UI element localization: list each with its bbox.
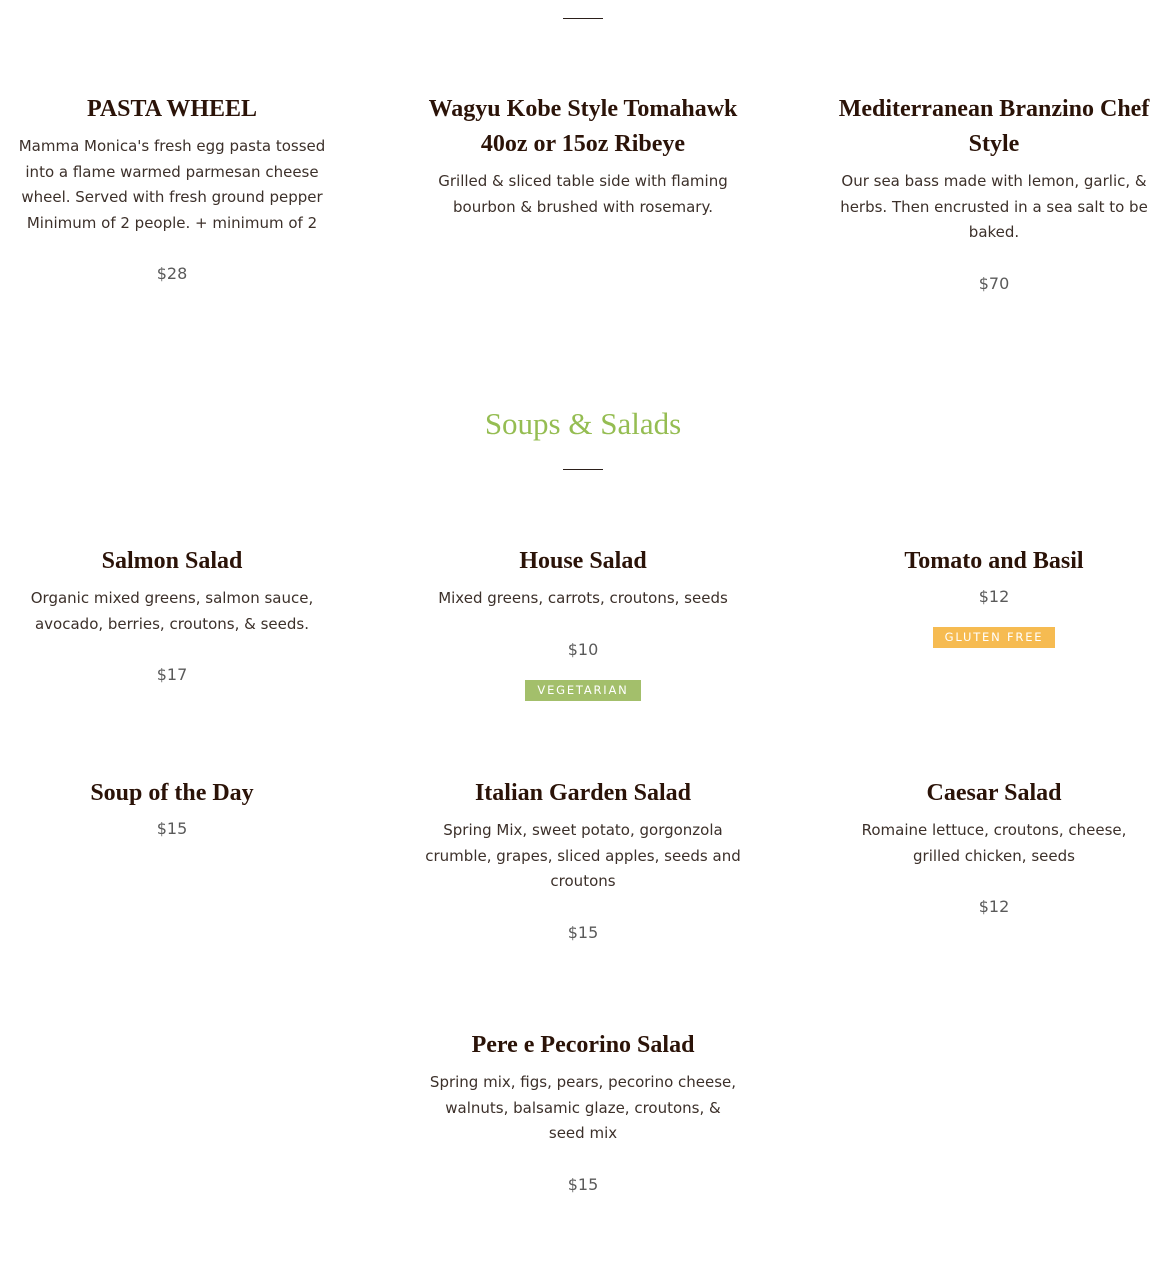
- item-title: House Salad: [519, 548, 647, 574]
- menu-item-pere-pecorino-salad: [425, 1028, 741, 1197]
- item-description: Organic mixed greens, salmon sauce, avocado, berries, croutons, & seeds.: [30, 589, 314, 633]
- item-title: Caesar Salad: [926, 780, 1062, 806]
- item-price: $15: [567, 922, 599, 942]
- item-price: $15: [567, 1174, 599, 1194]
- item-title: PASTA WHEEL: [86, 96, 258, 122]
- item-title: Mediterranean Branzino Chef Style: [838, 96, 1150, 157]
- item-description: Grilled & sliced table side with flaming bourbon & brushed with rosemary.: [438, 172, 728, 216]
- item-description: Spring mix, figs, pears, pecorino cheese, walnuts, balsamic glaze, croutons, & seed mix: [429, 1073, 737, 1142]
- item-price: $17: [156, 665, 188, 684]
- menu-item-tomato-basil: [836, 544, 1152, 648]
- item-title: Soup of the Day: [90, 780, 254, 806]
- item-price: $70: [978, 273, 1010, 293]
- item-title: Salmon Salad: [101, 548, 243, 574]
- menu-item-mediterranean-branzino: [836, 92, 1152, 296]
- item-price: $12: [978, 897, 1010, 916]
- item-price: $12: [978, 587, 1010, 606]
- section-divider-top: [563, 18, 603, 19]
- item-title: Italian Garden Salad: [474, 780, 692, 806]
- item-title: Tomato and Basil: [904, 548, 1084, 574]
- menu-item-wagyu-tomahawk: [425, 92, 741, 220]
- menu-item-soup-of-the-day: [14, 776, 330, 841]
- item-description: Mixed greens, carrots, croutons, seeds: [438, 589, 728, 607]
- item-description: Mamma Monica's fresh egg pasta tossed into a flame warmed parmesan cheese wheel. Served with fresh ground pepper Minimum of 2 people. + minimum of 2: [18, 137, 326, 232]
- item-price: $10: [567, 639, 599, 659]
- menu-item-caesar-salad: [836, 776, 1152, 919]
- gluten-free-badge: GLUTEN FREE: [933, 627, 1056, 648]
- menu-item-house-salad: [425, 544, 741, 701]
- section-divider: [563, 469, 603, 470]
- item-description: Our sea bass made with lemon, garlic, & herbs. Then encrusted in a sea salt to be baked.: [840, 172, 1148, 241]
- item-title: Wagyu Kobe Style Tomahawk 40oz or 15oz Ribeye: [428, 96, 738, 157]
- section-title-soups-salads: Soups & Salads: [484, 406, 682, 441]
- vegetarian-badge: VEGETARIAN: [525, 680, 640, 701]
- item-description: Romaine lettuce, croutons, cheese, grilled chicken, seeds: [861, 821, 1127, 865]
- menu-item-italian-garden-salad: [425, 776, 741, 945]
- menu-item-salmon-salad: [14, 544, 330, 687]
- item-price: $28: [156, 264, 188, 283]
- item-price: $15: [156, 819, 188, 838]
- item-title: Pere e Pecorino Salad: [471, 1032, 695, 1058]
- item-description: Spring Mix, sweet potato, gorgonzola crumble, grapes, sliced apples, seeds and croutons: [425, 821, 741, 890]
- menu-item-pasta-wheel: [14, 92, 330, 286]
